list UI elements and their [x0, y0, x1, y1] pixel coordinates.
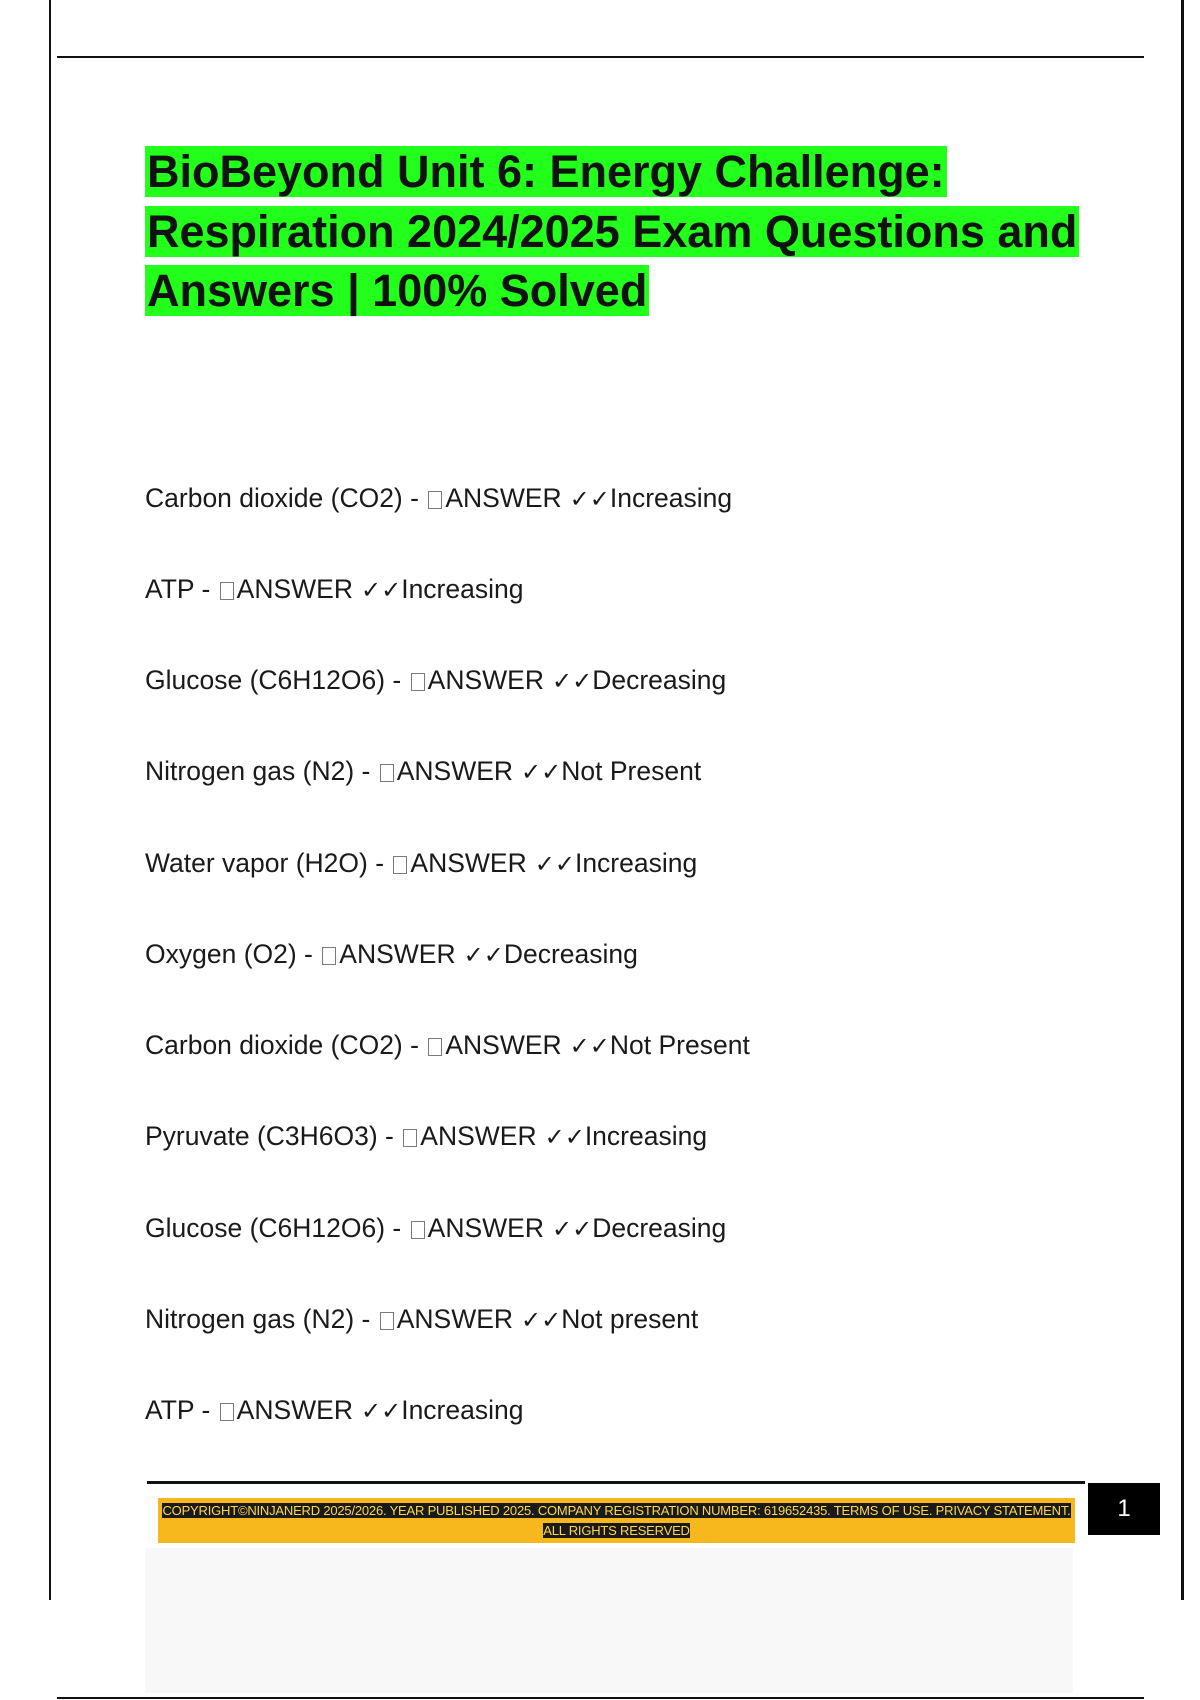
qa-question: Water vapor (H2O) - — [145, 848, 385, 878]
qa-answer: Increasing — [401, 574, 524, 604]
qa-answer-marker: ANSWER — [420, 1121, 537, 1151]
double-check-icon: ✓✓ — [360, 1397, 402, 1425]
qa-answer: Increasing — [574, 848, 698, 878]
qa-question: Glucose (C6H12O6) - — [145, 665, 402, 695]
qa-item — [145, 573, 523, 606]
qa-answer-marker: ANSWER — [445, 1030, 562, 1060]
bottom-rule — [57, 1697, 1144, 1699]
qa-question: Carbon dioxide (CO2) - — [145, 1030, 419, 1060]
qa-answer: Increasing — [401, 1395, 524, 1425]
missing-glyph-icon — [411, 673, 425, 691]
qa-answer: Decreasing — [592, 665, 727, 695]
qa-answer: Increasing — [584, 1121, 708, 1151]
document-title-text: BioBeyond Unit 6: Energy Challenge: Respiration 2024/2025 Exam Questions and Answers | 100% Solved — [147, 146, 1078, 316]
page-right-border — [1181, 0, 1184, 1600]
qa-question: ATP - — [145, 1395, 211, 1425]
missing-glyph-icon — [380, 764, 394, 782]
double-check-icon: ✓✓ — [521, 758, 562, 786]
qa-item — [145, 1120, 707, 1153]
qa-answer-marker: ANSWER — [236, 1395, 353, 1425]
qa-item — [145, 938, 638, 971]
footer-shade — [145, 1548, 1073, 1693]
double-check-icon: ✓✓ — [569, 485, 610, 513]
footer-copyright — [158, 1501, 1075, 1541]
double-check-icon: ✓✓ — [551, 1215, 593, 1243]
double-check-icon: ✓✓ — [463, 941, 504, 969]
qa-question: Glucose (C6H12O6) - — [145, 1213, 402, 1243]
qa-answer: Decreasing — [503, 939, 638, 969]
qa-answer-marker: ANSWER — [410, 848, 527, 878]
qa-answer: Decreasing — [592, 1213, 727, 1243]
missing-glyph-icon — [380, 1312, 394, 1330]
double-check-icon: ✓✓ — [521, 1306, 562, 1334]
qa-item — [145, 1394, 523, 1427]
qa-answer-marker: ANSWER — [427, 665, 544, 695]
qa-item — [145, 1029, 750, 1062]
qa-question: Nitrogen gas (N2) - — [145, 756, 371, 786]
page-number: 1 — [1088, 1483, 1160, 1535]
qa-answer-marker: ANSWER — [339, 939, 456, 969]
qa-answer-marker: ANSWER — [396, 1304, 514, 1334]
qa-question: ATP - — [145, 574, 211, 604]
footer-copyright-text: COPYRIGHT©NINJANERD 2025/2026. YEAR PUBLISHED 2025. COMPANY REGISTRATION NUMBER: 619652435. TERMS OF USE. PRIVACY STATEMENT. ALL RIGHTS RESERVED — [162, 1503, 1071, 1538]
qa-question: Carbon dioxide (CO2) - — [145, 483, 419, 513]
qa-question: Nitrogen gas (N2) - — [145, 1304, 371, 1334]
qa-item — [145, 1212, 726, 1245]
qa-answer-marker: ANSWER — [427, 1213, 544, 1243]
qa-question: Oxygen (O2) - — [145, 939, 313, 969]
missing-glyph-icon — [220, 1403, 234, 1421]
qa-item — [145, 847, 697, 880]
missing-glyph-icon — [403, 1129, 417, 1147]
missing-glyph-icon — [428, 491, 442, 509]
double-check-icon: ✓✓ — [534, 850, 575, 878]
missing-glyph-icon — [411, 1221, 425, 1239]
missing-glyph-icon — [393, 856, 407, 874]
missing-glyph-icon — [220, 582, 234, 600]
qa-answer: Not present — [561, 1304, 699, 1334]
qa-answer: Not Present — [561, 756, 702, 786]
qa-answer-marker: ANSWER — [396, 756, 514, 786]
missing-glyph-icon — [428, 1038, 442, 1056]
header-rule — [57, 56, 1144, 58]
double-check-icon: ✓✓ — [551, 667, 593, 695]
qa-item — [145, 482, 732, 515]
double-check-icon: ✓✓ — [544, 1123, 585, 1151]
qa-item — [145, 755, 701, 788]
qa-answer: Not Present — [609, 1030, 750, 1060]
missing-glyph-icon — [322, 947, 336, 965]
document-title — [145, 142, 1105, 321]
qa-question: Pyruvate (C3H6O3) - — [145, 1121, 394, 1151]
footer-rule — [147, 1481, 1085, 1484]
qa-answer: Increasing — [609, 483, 733, 513]
double-check-icon: ✓✓ — [569, 1032, 610, 1060]
double-check-icon: ✓✓ — [360, 576, 402, 604]
qa-item — [145, 1303, 698, 1336]
qa-answer-marker: ANSWER — [445, 483, 562, 513]
qa-item — [145, 664, 726, 697]
page-left-border — [49, 0, 51, 1600]
qa-answer-marker: ANSWER — [236, 574, 353, 604]
